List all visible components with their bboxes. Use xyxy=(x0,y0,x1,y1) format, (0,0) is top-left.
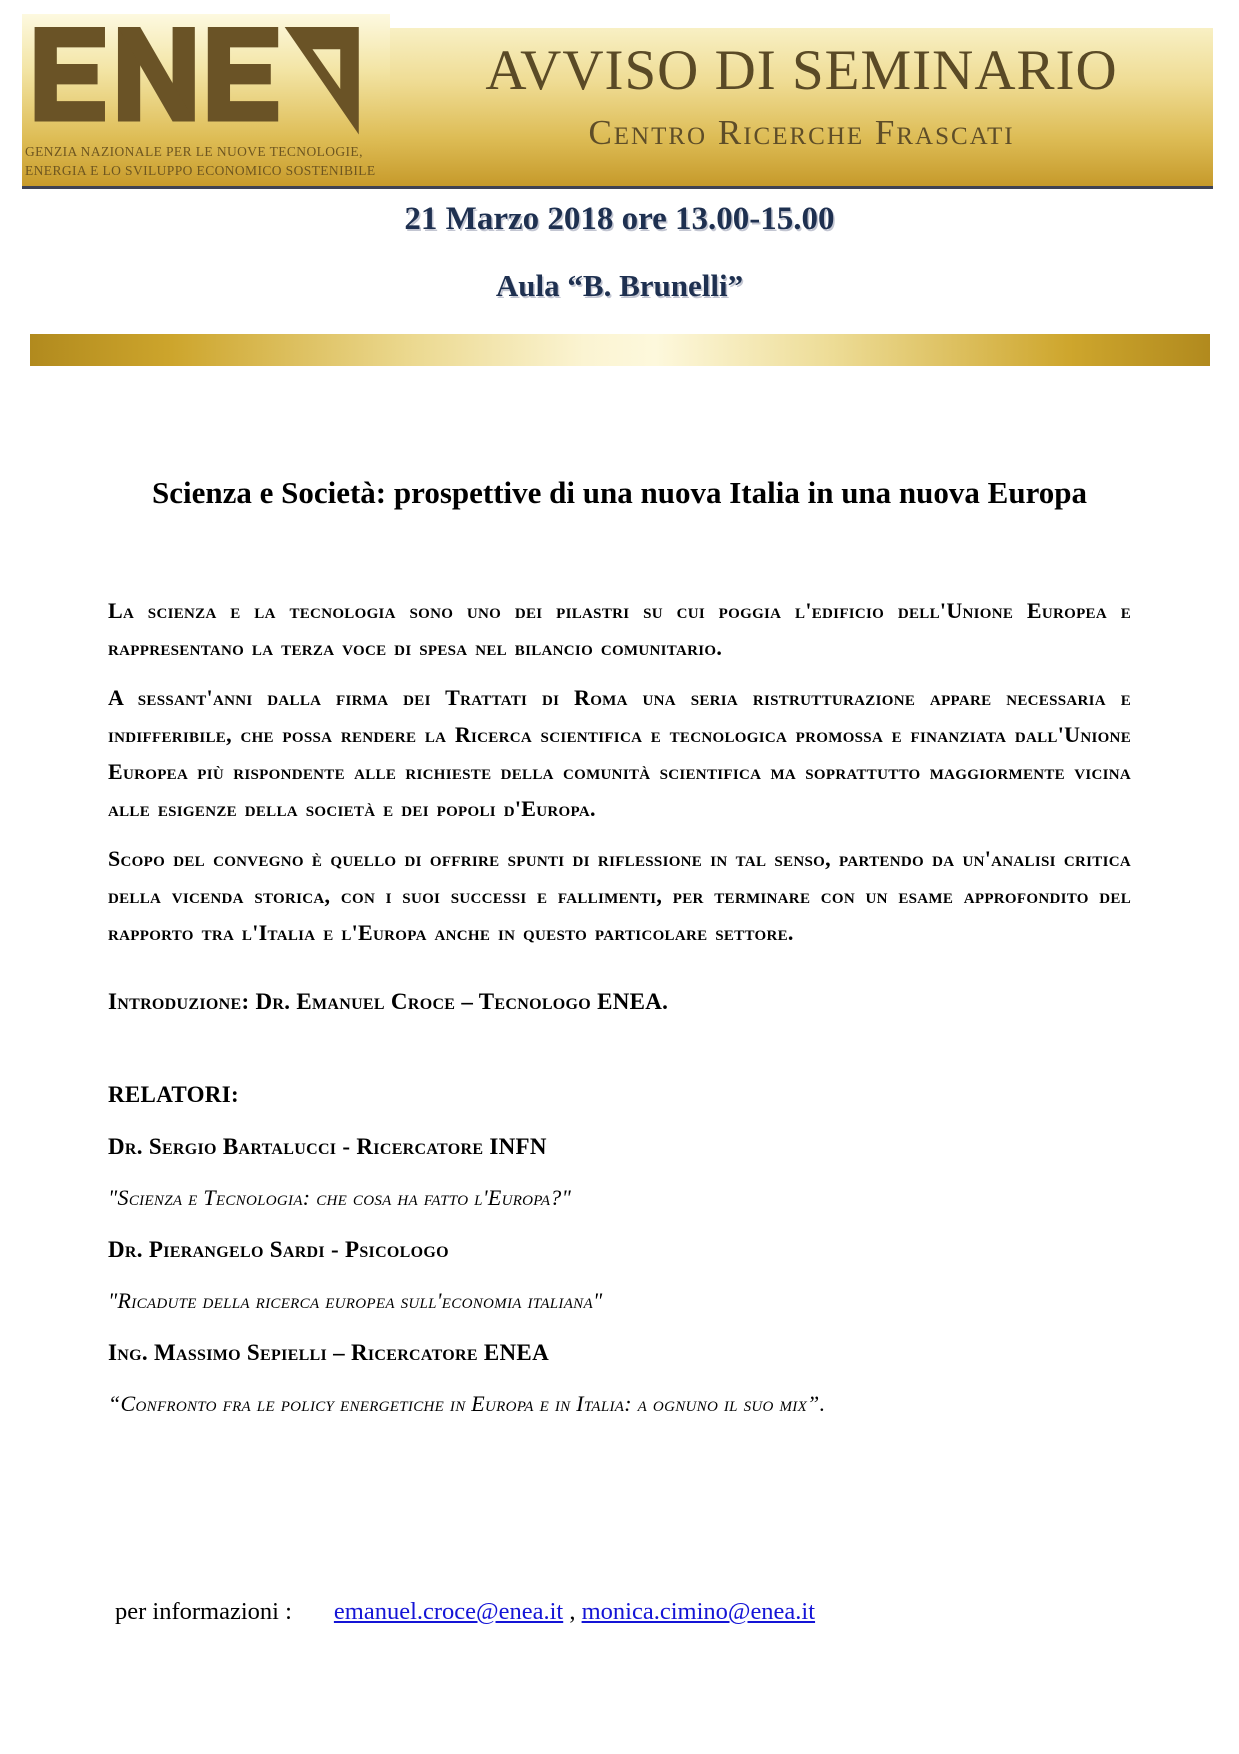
logo-subtitle-line1: GENZIA NAZIONALE PER LE NUOVE TECNOLOGIE, xyxy=(25,143,363,159)
introduction-line: Introduzione: Dr. Emanuel Croce – Tecnologo ENEA. xyxy=(108,989,669,1014)
footer-info xyxy=(115,1598,815,1626)
info-label: per informazioni : xyxy=(115,1598,292,1625)
speakers-heading: RELATORI: xyxy=(108,1082,239,1107)
email-link-1[interactable]: emanuel.croce@enea.it xyxy=(333,1598,564,1625)
speaker-name-3: Ing. Massimo Sepielli – Ricercatore ENEA xyxy=(108,1340,549,1365)
seminar-body xyxy=(108,592,1131,1422)
enea-logo-icon xyxy=(34,27,364,140)
seminar-title: Scienza e Società: prospettive di una nuova Italia in una nuova Europa xyxy=(151,475,1088,510)
event-location: Aula “B. Brunelli” xyxy=(495,268,744,303)
email-link-2[interactable]: monica.cimino@enea.it xyxy=(581,1598,816,1625)
gold-divider xyxy=(30,334,1210,366)
banner-title: AVVISO DI SEMINARIO xyxy=(485,39,1118,102)
speaker-name-2: Dr. Pierangelo Sardi - Psicologo xyxy=(108,1237,449,1262)
paragraph-1: La scienza e la tecnologia sono uno dei pilastri su cui poggia l'edificio dell'Unione Europea e rappresentano la terza voce di spesa nel bilancio comunitario. xyxy=(108,598,1131,660)
avviso-banner xyxy=(390,28,1213,186)
speaker-talk-3: “Confronto fra le policy energetiche in Europa e in Italia: a ognuno il suo mix”. xyxy=(108,1391,826,1416)
enea-logo-block xyxy=(22,14,390,186)
banner-subtitle: Centro Ricerche Frascati xyxy=(588,112,1015,152)
speaker-talk-2: "Ricadute della ricerca europea sull'economia italiana" xyxy=(108,1288,603,1313)
header-banner xyxy=(22,14,1213,189)
speaker-name-1: Dr. Sergio Bartalucci - Ricercatore INFN xyxy=(108,1134,547,1159)
paragraph-2: A sessant'anni dalla firma dei Trattati di Roma una seria ristrutturazione appare necessaria e indifferibile, che possa rendere la Ricerca scientifica e tecnologica promossa e finanziata dall'Unione Europea più rispondente alle richieste della comunità scientifica ma soprattutto maggiormente vicina alle esigenze della società e dei popoli d'Europa. xyxy=(108,685,1131,821)
logo-subtitle-line2: ENERGIA E LO SVILUPPO ECONOMICO SOSTENIBILE xyxy=(25,163,376,179)
logo-subtitle xyxy=(25,142,376,181)
email-separator: , xyxy=(563,1598,582,1625)
paragraph-3: Scopo del convegno è quello di offrire spunti di riflessione in tal senso, partendo da un'analisi critica della vicenda storica, con i suoi successi e fallimenti, per terminare con un esame approfondito del rapporto tra l'Italia e l'Europa anche in questo particolare settore. xyxy=(108,846,1131,945)
event-datetime: 21 Marzo 2018 ore 13.00-15.00 xyxy=(404,201,835,237)
speaker-talk-1: "Scienza e Tecnologia: che cosa ha fatto l'Europa?" xyxy=(108,1185,572,1210)
